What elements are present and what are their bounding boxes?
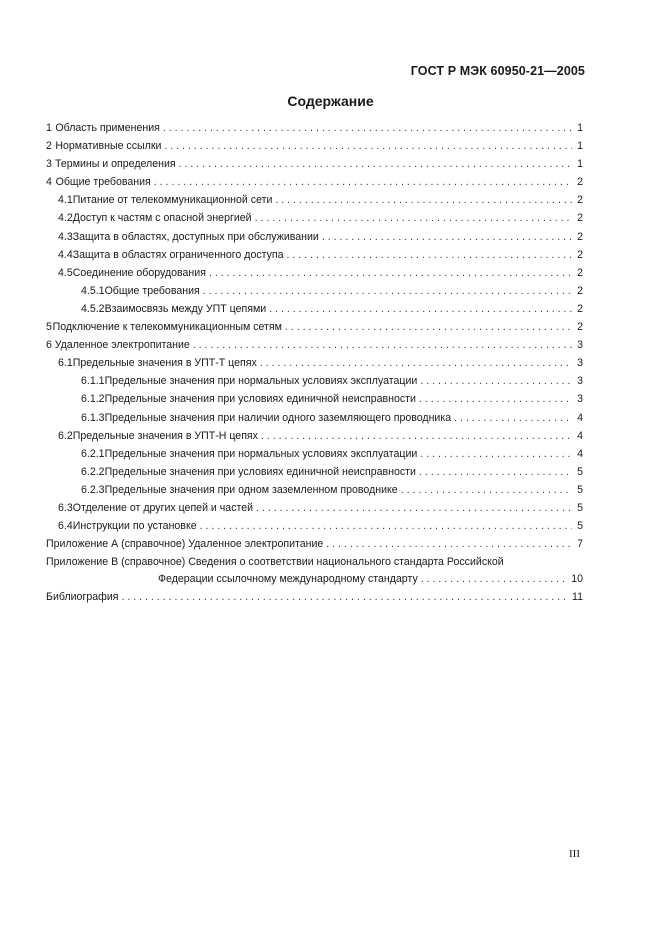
toc-entry-number: 6.1.2 (81, 393, 105, 406)
dot-leader (260, 354, 572, 372)
toc-entry-page: 3 (577, 375, 583, 388)
toc-entry[interactable] (46, 318, 583, 336)
toc-entry-label: Приложение А (справочное) Удаленное электропитание (46, 538, 324, 551)
toc-entry-number: 1 (46, 122, 52, 134)
toc-entry-number: 6.3 (58, 501, 73, 514)
toc-entry-number: 4.3 (58, 230, 73, 243)
toc-entry[interactable] (46, 390, 583, 408)
toc-entry-label: Доступ к частям с опасной энергией (72, 212, 252, 225)
toc-entry[interactable] (46, 119, 583, 137)
toc-entry-number: 6.4 (58, 520, 73, 533)
toc-title: Содержание (287, 93, 374, 109)
toc-entry-page: 5 (577, 465, 583, 478)
toc-entry-bibliography[interactable] (46, 588, 583, 606)
toc-entry-page: 3 (577, 339, 583, 352)
toc-entry[interactable] (46, 445, 583, 463)
toc-entry-number: 6.1.3 (81, 411, 105, 424)
page-number: III (569, 848, 580, 860)
toc-entry-page: 2 (577, 194, 583, 207)
toc-entry-label: Предельные значения при нормальных условиях эксплуатации (104, 447, 418, 460)
toc-entry-number: 6.2.1 (81, 447, 105, 460)
toc-entry[interactable] (46, 409, 583, 427)
toc-entry-number: 6.2.2 (81, 465, 105, 478)
toc-entry-label: Библиография (46, 591, 119, 604)
toc-entry[interactable] (46, 228, 583, 246)
toc-entry-page: 10 (571, 573, 583, 586)
toc-entry[interactable] (46, 300, 583, 318)
dot-leader (401, 481, 572, 499)
dot-leader (261, 427, 572, 445)
toc-entry[interactable] (46, 173, 583, 191)
toc-entry-number: 2 (46, 140, 52, 153)
toc-entry-label-continued: Федерации ссылочному международному стандарту (158, 573, 418, 586)
toc-entry-page: 4 (577, 429, 583, 442)
toc-entry-page: 2 (577, 230, 583, 243)
toc-entry-label: Предельные значения при одном заземленном проводнике (104, 483, 398, 496)
toc-entry-number: 5 (46, 321, 52, 334)
toc-entry[interactable] (46, 191, 583, 209)
document-code: ГОСТ Р МЭК 60950-21—2005 (410, 64, 585, 78)
dot-leader (326, 535, 572, 553)
dot-leader (200, 517, 572, 535)
toc-entry-number: 4.1 (58, 194, 73, 207)
toc-entry-label: Инструкции по установке (72, 520, 197, 533)
toc-entry-label: Предельные значения в УПТ-Т цепях (72, 357, 257, 370)
toc-entry-page: 2 (577, 302, 583, 315)
toc-entry-label: Питание от телекоммуникационной сети (72, 194, 273, 207)
dot-leader (419, 463, 572, 481)
dot-leader (269, 300, 572, 318)
toc-entry-label: Термины и определения (55, 158, 176, 171)
toc-entry-page: 4 (577, 411, 583, 424)
toc-entry-label: Соединение оборудования (72, 266, 206, 279)
toc-entry-page: 2 (577, 284, 583, 297)
toc-entry-label: Общие требования (104, 284, 200, 297)
toc-entry-number: 4.5 (58, 266, 73, 279)
toc-entry-label: Защита в областях, доступных при обслуживании (72, 230, 319, 243)
dot-leader (285, 318, 572, 336)
toc-entry-number: 3 (46, 158, 52, 171)
toc-entry[interactable] (46, 463, 583, 481)
toc-entry-page: 2 (577, 321, 583, 334)
toc-entry-page: 5 (577, 520, 583, 533)
toc-entry-number: 6 (46, 339, 52, 352)
toc-entry-label: Нормативные ссылки (55, 140, 162, 153)
toc-entry[interactable] (46, 246, 583, 264)
dot-leader (256, 499, 572, 517)
toc-entry-number: 6.1 (58, 357, 73, 370)
toc-entry[interactable] (46, 209, 583, 227)
toc-entry-label: Предельные значения при наличии одного заземляющего проводника (104, 411, 452, 424)
toc-entry-page: 2 (577, 248, 583, 261)
toc-entry-label: Предельные значения в УПТ-Н цепях (72, 429, 258, 442)
toc-entry[interactable] (46, 499, 583, 517)
dot-leader (287, 246, 572, 264)
toc-entry-page: 1 (577, 122, 583, 134)
toc-entry-label: Защита в областях ограниченного доступа (72, 248, 284, 261)
toc-entry-label: Отделение от других цепей и частей (72, 501, 254, 514)
toc-entry-label: Предельные значения при условиях единичной неисправности (104, 465, 416, 478)
toc-entry-label: Область применения (55, 122, 160, 134)
dot-leader (420, 445, 572, 463)
toc-entry-page: 2 (577, 212, 583, 225)
dot-leader (121, 588, 569, 606)
toc-entry-page: 7 (577, 538, 583, 551)
toc-entry-number: 6.1.1 (81, 375, 105, 388)
toc-entry-label: Общие требования (55, 176, 151, 189)
toc-entry-number: 6.2.3 (81, 483, 105, 496)
toc-entry-number: 6.2 (58, 429, 73, 442)
dot-leader (154, 173, 572, 191)
toc-entry[interactable] (46, 336, 583, 354)
dot-leader (275, 191, 572, 209)
dot-leader (164, 137, 572, 155)
toc-entry-page: 5 (577, 501, 583, 514)
toc-entry-page: 11 (572, 591, 583, 604)
toc-entry[interactable] (46, 517, 583, 535)
toc-entry-page: 2 (577, 266, 583, 279)
toc-entry-number: 4.4 (58, 248, 73, 261)
toc-entry-page: 2 (577, 176, 583, 189)
toc-entry[interactable] (46, 137, 583, 155)
toc-entry[interactable] (46, 481, 583, 499)
toc-entry[interactable] (46, 264, 583, 282)
toc-entry-appendix-a[interactable] (46, 535, 583, 553)
toc-entry-page: 5 (577, 483, 583, 496)
dot-leader (179, 155, 572, 173)
toc-entry[interactable] (46, 427, 583, 445)
toc-entry-page: 1 (577, 158, 583, 171)
toc-entry-label: Удаленное электропитание (54, 339, 190, 352)
toc-entry-page: 4 (577, 447, 583, 460)
toc-entry-number: 4.2 (58, 212, 73, 225)
dot-leader (193, 336, 572, 354)
dot-leader (203, 282, 572, 300)
dot-leader (322, 228, 572, 246)
toc-entry-label: Подключение к телекоммуникационным сетям (52, 321, 282, 334)
table-of-contents (46, 119, 583, 606)
toc-entry-appendix-b[interactable] (46, 553, 583, 588)
dot-leader (419, 390, 572, 408)
toc-entry[interactable] (46, 372, 583, 390)
dot-leader (421, 570, 568, 588)
toc-entry-label: Взаимосвязь между УПТ цепями (104, 302, 267, 315)
toc-entry[interactable] (46, 282, 583, 300)
dot-leader (163, 119, 572, 137)
dot-leader (454, 409, 572, 427)
toc-entry-page: 1 (577, 140, 583, 153)
toc-entry-number: 4 (46, 176, 52, 189)
dot-leader (255, 209, 572, 227)
toc-entry-label: Приложение В (справочное) Сведения о соответствии национального стандарта Российской (46, 556, 504, 569)
dot-leader (420, 372, 572, 390)
toc-entry-number: 4.5.1 (81, 284, 105, 297)
toc-entry[interactable] (46, 155, 583, 173)
toc-entry[interactable] (46, 354, 583, 372)
toc-entry-page: 3 (577, 357, 583, 370)
toc-entry-label: Предельные значения при нормальных условиях эксплуатации (104, 375, 418, 388)
toc-entry-page: 3 (577, 393, 583, 406)
dot-leader (209, 264, 572, 282)
toc-entry-label: Предельные значения при условиях единичной неисправности (104, 393, 416, 406)
toc-entry-number: 4.5.2 (81, 302, 105, 315)
